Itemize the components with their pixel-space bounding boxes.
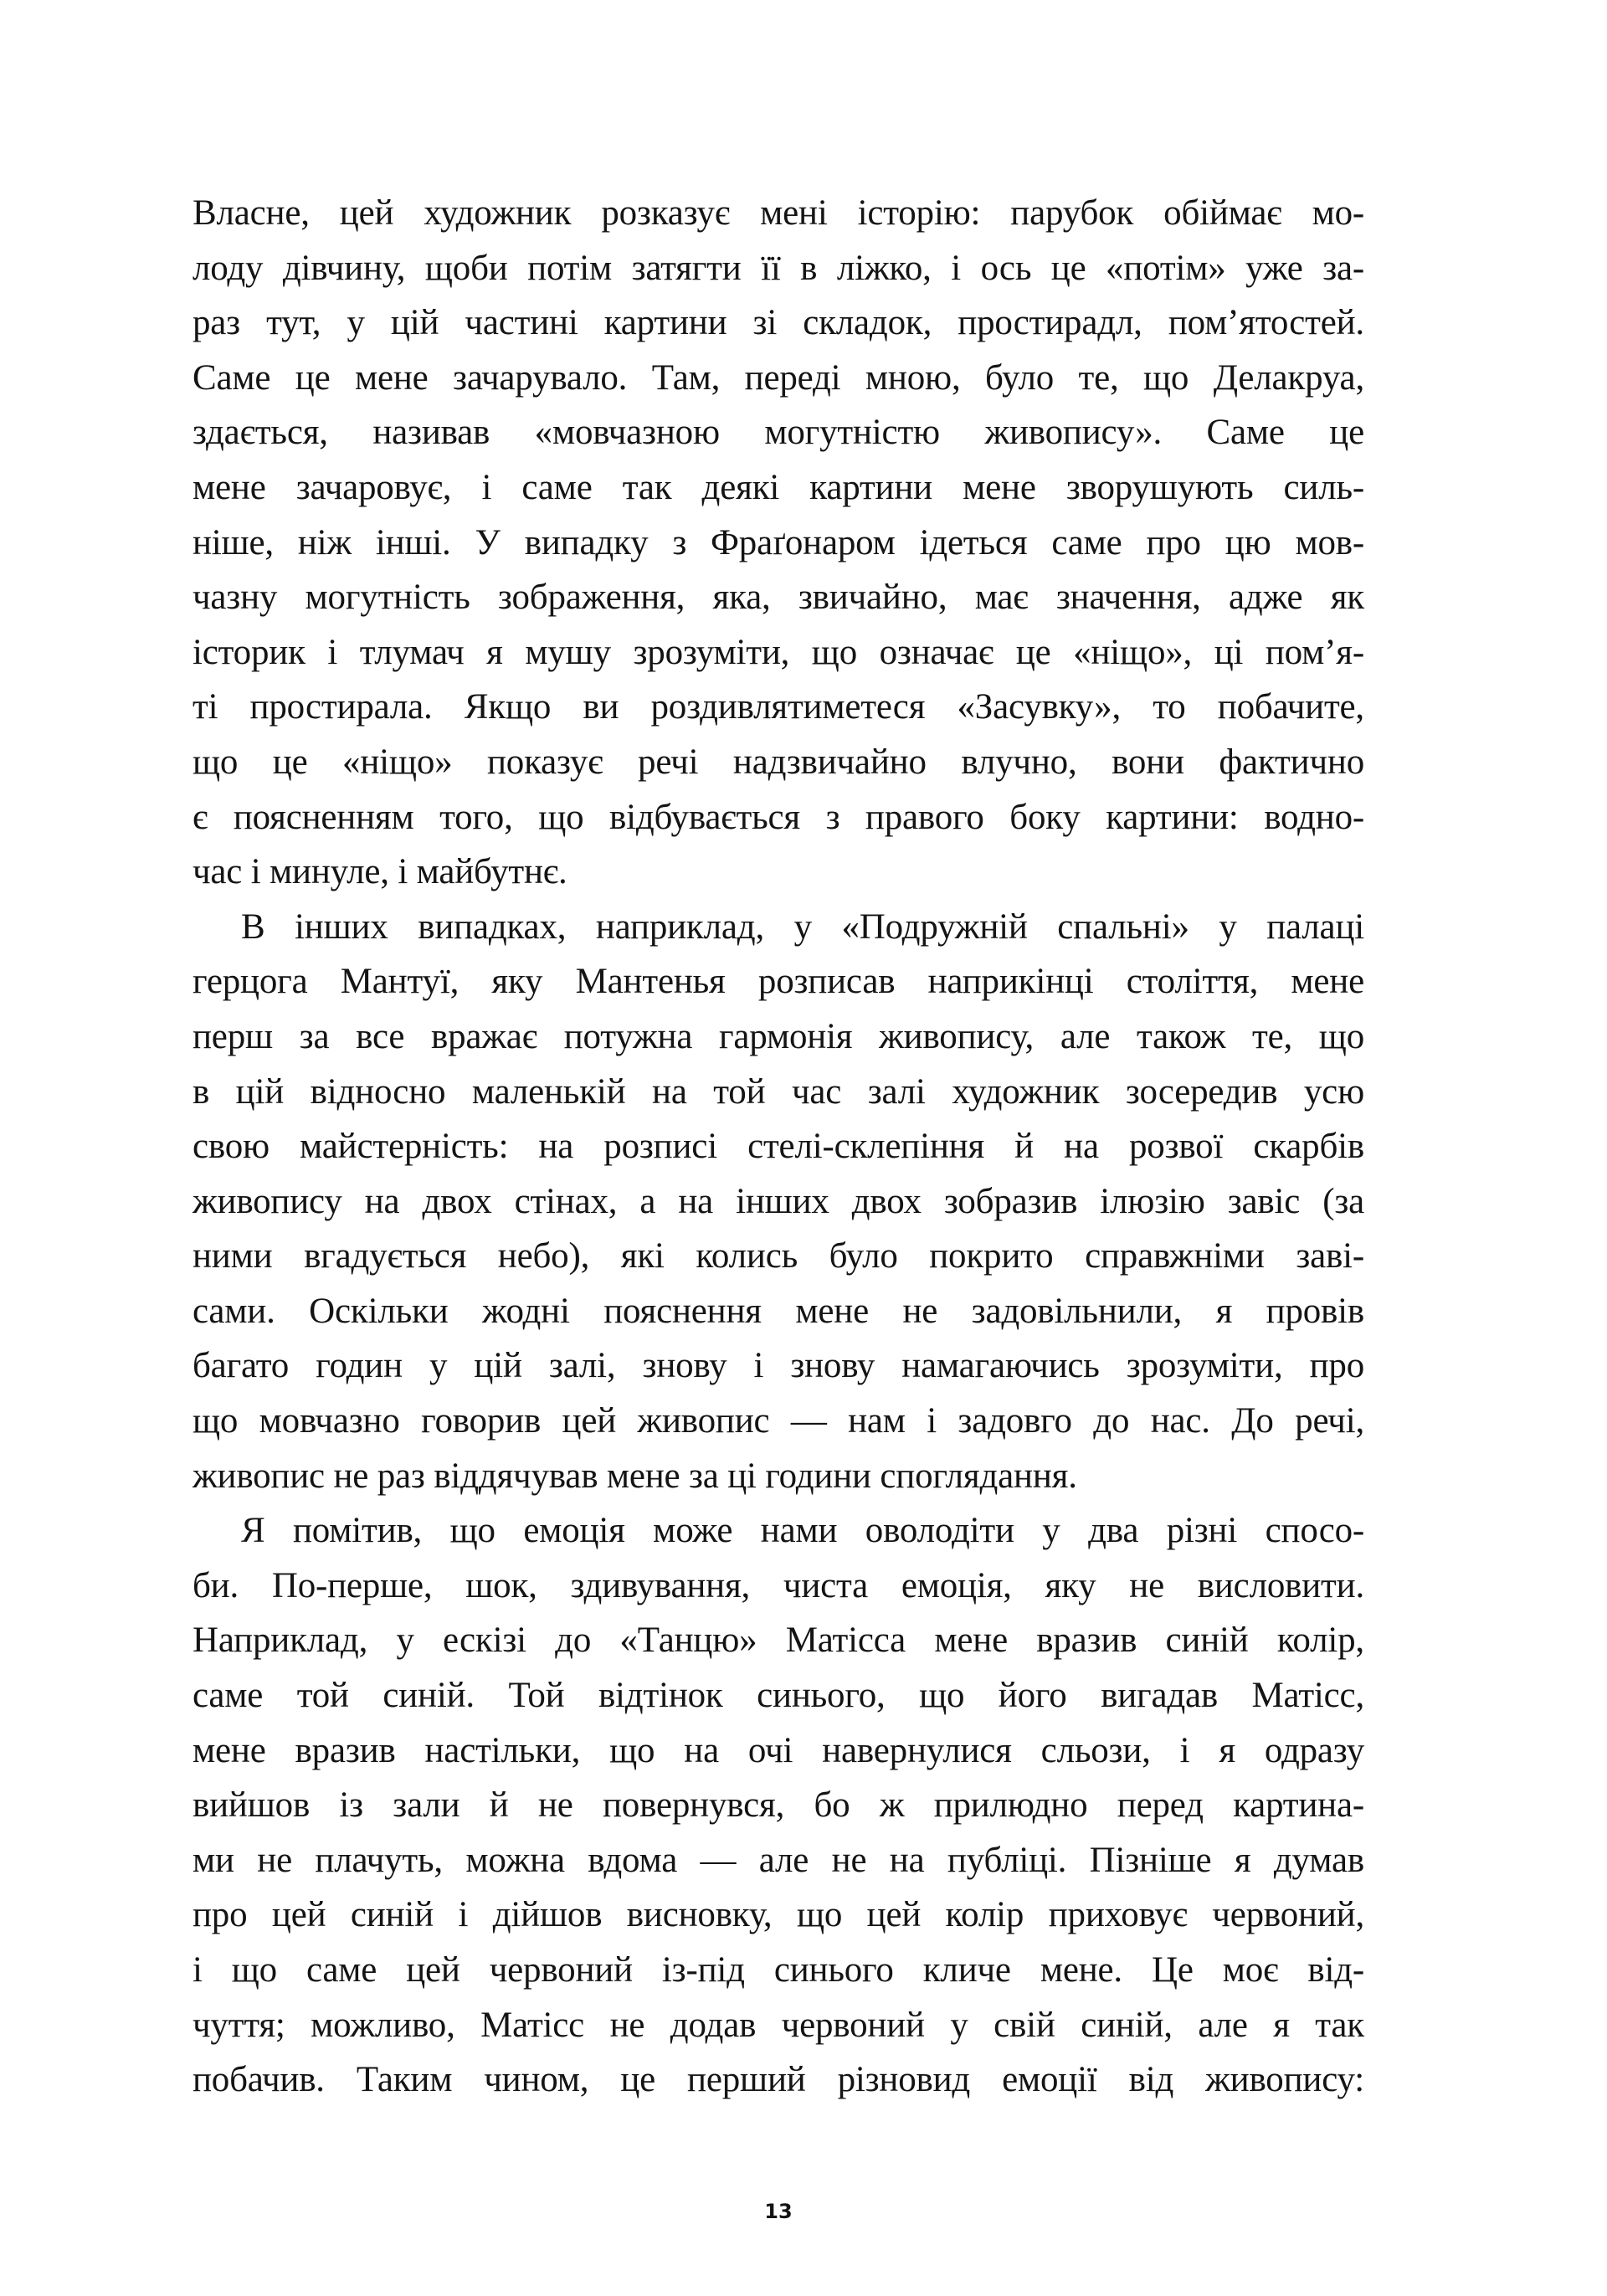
- text-line: багато годин у цій залі, знову і знову намагаючись зрозуміти, про: [193, 1346, 1364, 1386]
- text-line: Я помітив, що емоція може нами оволодіти у два різні спосо-: [241, 1511, 1364, 1551]
- text-line: живопису на двох стінах, а на інших двох зобразив ілюзію завіс (за: [193, 1181, 1364, 1221]
- text-line: ними вгадується небо), які колись було покрито справжніми завi-: [193, 1236, 1364, 1276]
- text-line: ніше, ніж інші. У випадку з Фраґонаром ідеться саме про цю мов-: [193, 522, 1364, 562]
- text-line: чазну могутність зображення, яка, звичайно, має значення, адже як: [193, 578, 1364, 618]
- text-line: лоду дівчину, щоби потім затягти її в ліжко, і ось це «потім» уже за-: [193, 248, 1364, 288]
- paragraph-1: [193, 186, 1364, 900]
- text-line: час і минуле, і майбутнє.: [193, 852, 567, 892]
- text-line: раз тут, у цій частині картини зі складок, простирадл, пом’ятостей.: [193, 303, 1364, 343]
- text-line: Саме це мене зачарувало. Там, переді мною, було те, що Делакруа,: [193, 357, 1364, 398]
- text-line: перш за все вражає потужна гармонія живопису, але також те, що: [193, 1016, 1364, 1056]
- text-line: мене зачаровує, і саме так деякі картини мене зворушують силь-: [193, 467, 1364, 507]
- text-line: ті простирала. Якщо ви роздивлятиметеся «Засувку», то побачите,: [193, 687, 1364, 727]
- text-line: що це «ніщо» показує речі надзвичайно влучно, вони фактично: [193, 742, 1364, 782]
- body-text: [193, 186, 1364, 2108]
- text-line: історик і тлумач я мушу зрозуміти, що означає це «ніщо», ці пом’я-: [193, 632, 1364, 672]
- text-line: мене вразив настільки, що на очі навернулися сльози, і я одразу: [193, 1730, 1364, 1770]
- text-line: ми не плачуть, можна вдома — але не на публіці. Пізніше я думав: [193, 1840, 1364, 1880]
- text-line: Наприклад, у ескізі до «Танцю» Матісса мене вразив синій колір,: [193, 1621, 1364, 1661]
- text-line: В інших випадках, наприклад, у «Подружній спальні» у палаці: [241, 907, 1364, 947]
- text-line: що мовчазно говорив цей живопис — нам і задовго до нас. До речі,: [193, 1401, 1364, 1441]
- text-line: сами. Оскільки жодні пояснення мене не задовільнили, я провів: [193, 1291, 1364, 1331]
- paragraph-2: [193, 900, 1364, 1504]
- text-line: свою майстерність: на розписі стелі-склепіння й на розвої скарбів: [193, 1127, 1364, 1167]
- text-line: герцога Мантуї, яку Мантенья розписав наприкінці століття, мене: [193, 962, 1364, 1002]
- text-line: здається, називав «мовчазною могутністю живопису». Саме це: [193, 413, 1364, 453]
- text-line: в цій відносно маленькій на той час залі художник зосередив усю: [193, 1071, 1364, 1112]
- paragraph-3: [193, 1503, 1364, 2108]
- text-line: саме той синій. Той відтінок синього, що його вигадав Матісс,: [193, 1676, 1364, 1716]
- text-line: живопис не раз віддячував мене за ці години споглядання.: [193, 1456, 1077, 1496]
- page-number: 13: [764, 2200, 793, 2223]
- text-line: би. По-перше, шок, здивування, чиста емоція, яку не висловити.: [193, 1565, 1364, 1605]
- text-line: Власне, цей художник розказує мені історію: парубок обіймає мо-: [193, 193, 1364, 233]
- text-line: про цей синій і дійшов висновку, що цей колір приховує червоний,: [193, 1895, 1364, 1935]
- text-line: і що саме цей червоний із-під синього кличе мене. Це моє від-: [193, 1950, 1364, 1990]
- text-line: вийшов із зали й не повернувся, бо ж прилюдно перед картина-: [193, 1785, 1364, 1826]
- text-line: чуття; можливо, Матісс не додав червоний у свій синій, але я так: [193, 2005, 1364, 2045]
- text-line: побачив. Таким чином, це перший різновид емоції від живопису:: [193, 2060, 1364, 2100]
- text-line: є поясненням того, що відбувається з правого боку картини: водно-: [193, 797, 1364, 837]
